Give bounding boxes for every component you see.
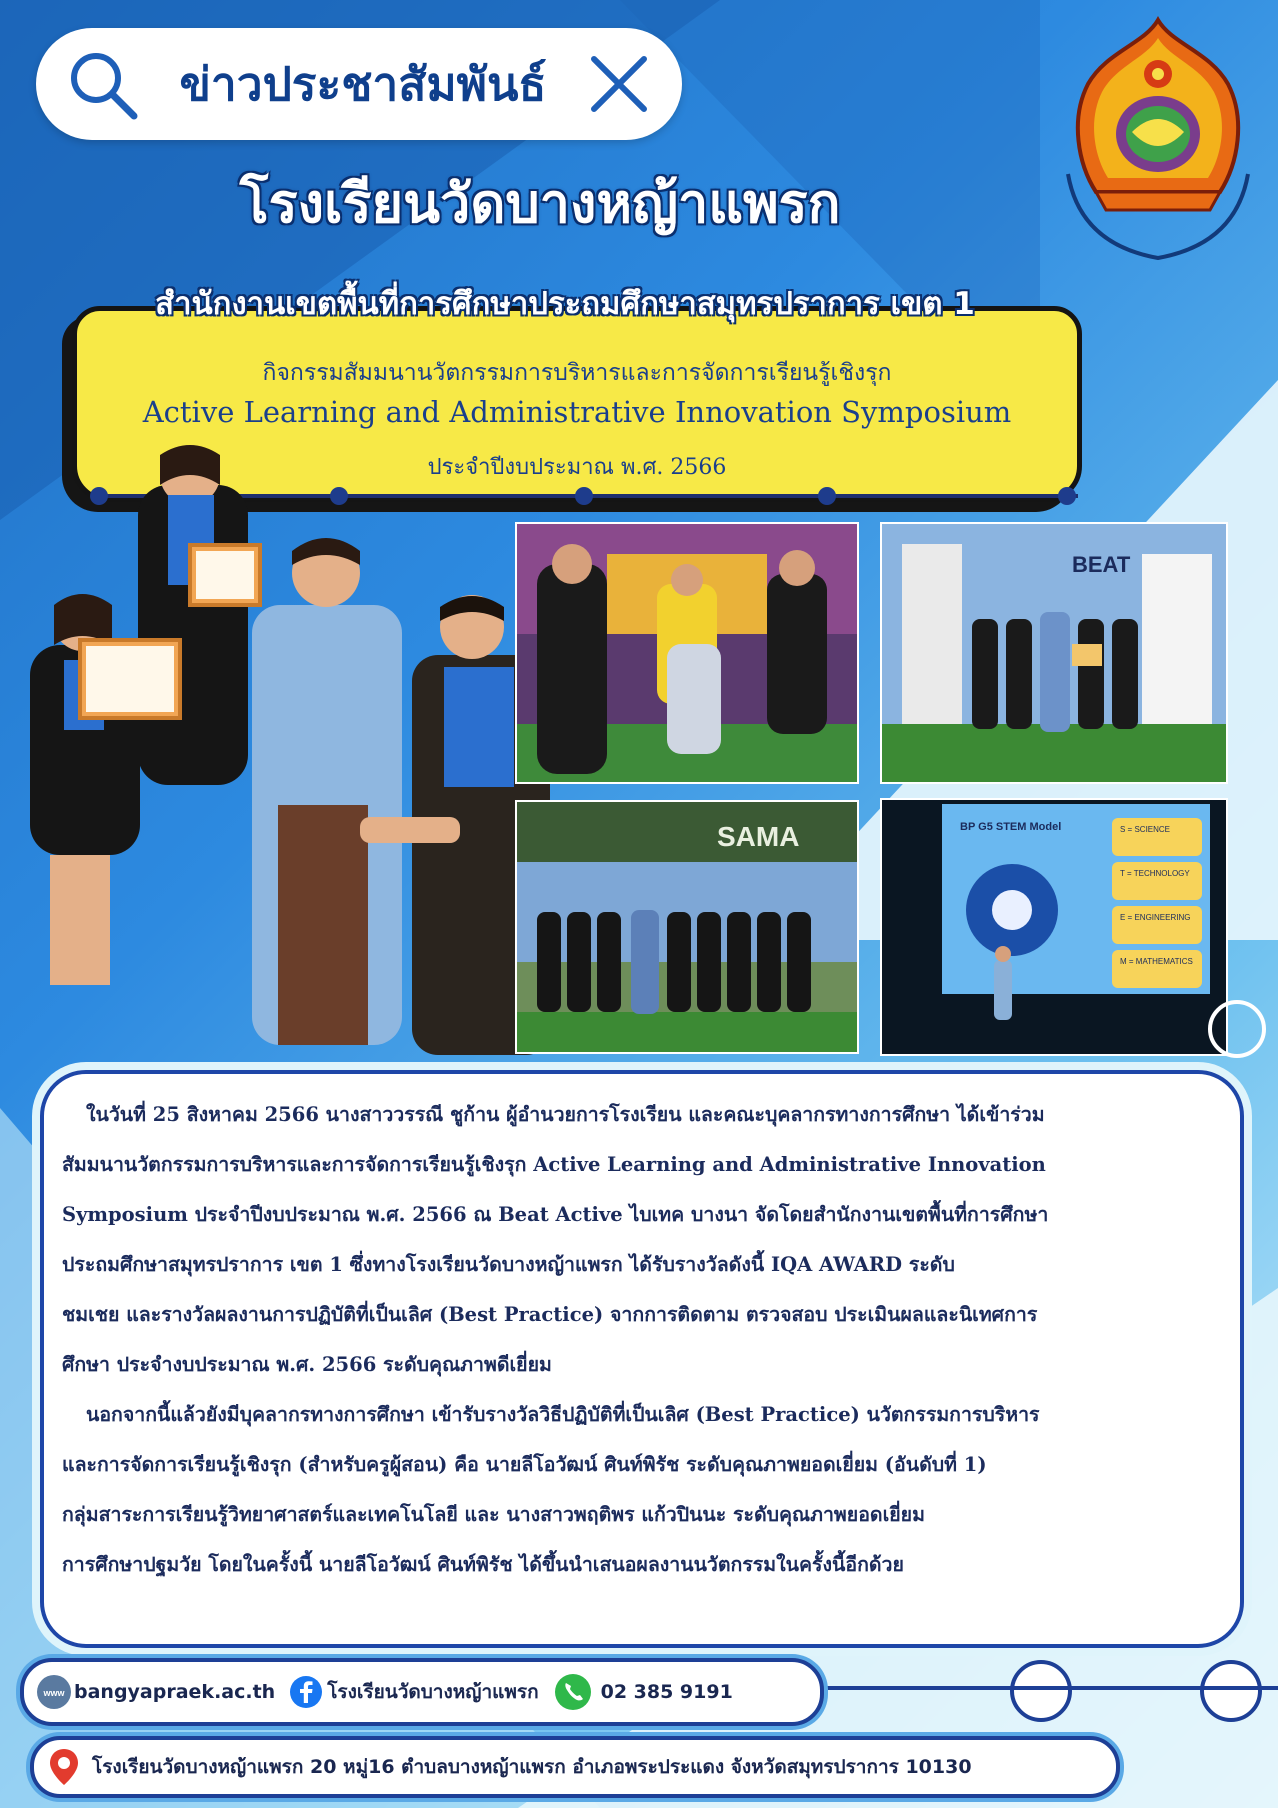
school-name-heading: โรงเรียนวัดบางหญ้าแพรก <box>239 172 841 235</box>
phone-link[interactable] <box>553 1672 733 1712</box>
decorative-circle <box>1208 1000 1266 1058</box>
banner-english-title: Active Learning and Administrative Innovation Symposium <box>142 395 1012 429</box>
stem-model-title: BP G5 STEM Model <box>960 821 1062 833</box>
footer-divider <box>816 1686 1278 1690</box>
stem-item-s: S = SCIENCE <box>1120 825 1171 834</box>
banner-thai-title: กิจกรรมสัมมนานวัตกรรมการบริหารและการจัดการเรียนรู้เชิงรุก <box>262 360 892 386</box>
decorative-circle <box>1200 1660 1262 1722</box>
body-line: กลุ่มสาระการเรียนรู้วิทยาศาสตร์และเทคโนโลยี และ นางสาวพฤติพร แก้วปินนะ ระดับคุณภาพยอดเยี่ยม <box>62 1503 925 1526</box>
facebook-link[interactable] <box>289 1675 538 1709</box>
body-line: สัมมนานวัตกรรมการบริหารและการจัดการเรียนรู้เชิงรุก Active Learning and Administrative Innovation <box>62 1153 1046 1176</box>
stem-presentation-photo <box>880 798 1228 1056</box>
divider-dot <box>818 487 836 505</box>
school-emblem-logo <box>1060 14 1256 264</box>
body-line: Symposium ประจำปีงบประมาณ พ.ศ. 2566 ณ Beat Active ไบเทค บางนา จัดโดยสำนักงานเขตพื้นที่การศึกษา <box>62 1203 1049 1226</box>
decorative-circle <box>1010 1660 1072 1722</box>
news-search-bar[interactable] <box>36 28 682 140</box>
body-line: การศึกษาปฐมวัย โดยในครั้งนี้ นายลีโอวัฒน์ ศินท์พิรัช ได้ขึ้นนำเสนอผลงานนวัตกรรมในครั้งนี้อีกด้วย <box>62 1553 904 1576</box>
body-line: นอกจากนี้แล้วยังมีบุคลากรทางการศึกษา เข้ารับรางวัลวิธีปฏิบัติที่เป็นเลิศ (Best Practice) นวัตกรรมการบริหาร <box>86 1403 1040 1426</box>
website-text: bangyapraek.ac.th <box>74 1681 276 1703</box>
news-body-card <box>40 1070 1244 1648</box>
facebook-text: โรงเรียนวัดบางหญ้าแพรก <box>327 1681 539 1703</box>
phone-icon <box>553 1672 593 1712</box>
divider-dot <box>1058 487 1076 505</box>
page-title: ข่าวประชาสัมพันธ์ <box>179 56 547 111</box>
globe-icon <box>34 1672 74 1712</box>
body-line: ประถมศึกษาสมุทรปราการ เขต 1 ซึ่งทางโรงเรียนวัดบางหญ้าแพรก ได้รับรางวัลดังนี้ IQA AWARD ระดับ <box>62 1253 955 1276</box>
contact-bar <box>20 1658 824 1726</box>
stem-item-e: E = ENGINEERING <box>1120 913 1191 922</box>
award-recipients-photo <box>20 445 550 1070</box>
divider-dot <box>575 487 593 505</box>
close-icon[interactable] <box>584 49 654 119</box>
svg-text:www: www <box>43 1688 65 1698</box>
address-bar <box>30 1736 1120 1798</box>
facebook-icon <box>289 1675 323 1709</box>
sama-group-photo <box>515 800 859 1054</box>
location-pin-icon <box>44 1745 84 1789</box>
stem-item-m: M = MATHEMATICS <box>1120 957 1193 966</box>
phone-text: 02 385 9191 <box>600 1681 733 1703</box>
beat-stage-group-photo <box>880 522 1228 784</box>
body-line: ศึกษา ประจำงบประมาณ พ.ศ. 2566 ระดับคุณภาพดีเยี่ยม <box>62 1353 552 1376</box>
event-booth-photo <box>515 522 859 784</box>
sama-sign: SAMA <box>717 821 800 852</box>
address-text: โรงเรียนวัดบางหญ้าแพรก 20 หมู่16 ตำบลบางหญ้าแพรก อำเภอพระประแดง จังหวัดสมุทรปราการ 10130 <box>92 1756 972 1778</box>
body-line: และการจัดการเรียนรู้เชิงรุก (สำหรับครูผู้สอน) คือ นายลีโอวัฒน์ ศินท์พิรัช ระดับคุณภาพยอดเยี่ยม (อันดับที่ 1) <box>62 1453 987 1476</box>
body-line: ในวันที่ 25 สิงหาคม 2566 นางสาววรรณี ชูก้าน ผู้อำนวยการโรงเรียน และคณะบุคลากรทางการศึกษา ได้เข้าร่วม <box>86 1103 1045 1126</box>
search-icon[interactable] <box>62 44 142 124</box>
office-name-heading: สำนักงานเขตพื้นที่การศึกษาประถมศึกษาสมุทรปราการ เขต 1 <box>155 286 975 322</box>
banner-fiscal-year: ประจำปีงบประมาณ พ.ศ. 2566 <box>427 455 727 480</box>
stem-item-t: T = TECHNOLOGY <box>1120 869 1190 878</box>
body-line: ชมเชย และรางวัลผลงานการปฏิบัติที่เป็นเลิศ (Best Practice) จากการติดตาม ตรวจสอบ ประเมินผลและนิเทศการ <box>62 1303 1038 1326</box>
beat-sign: BEAT <box>1072 552 1131 577</box>
website-link[interactable] <box>34 1672 275 1712</box>
